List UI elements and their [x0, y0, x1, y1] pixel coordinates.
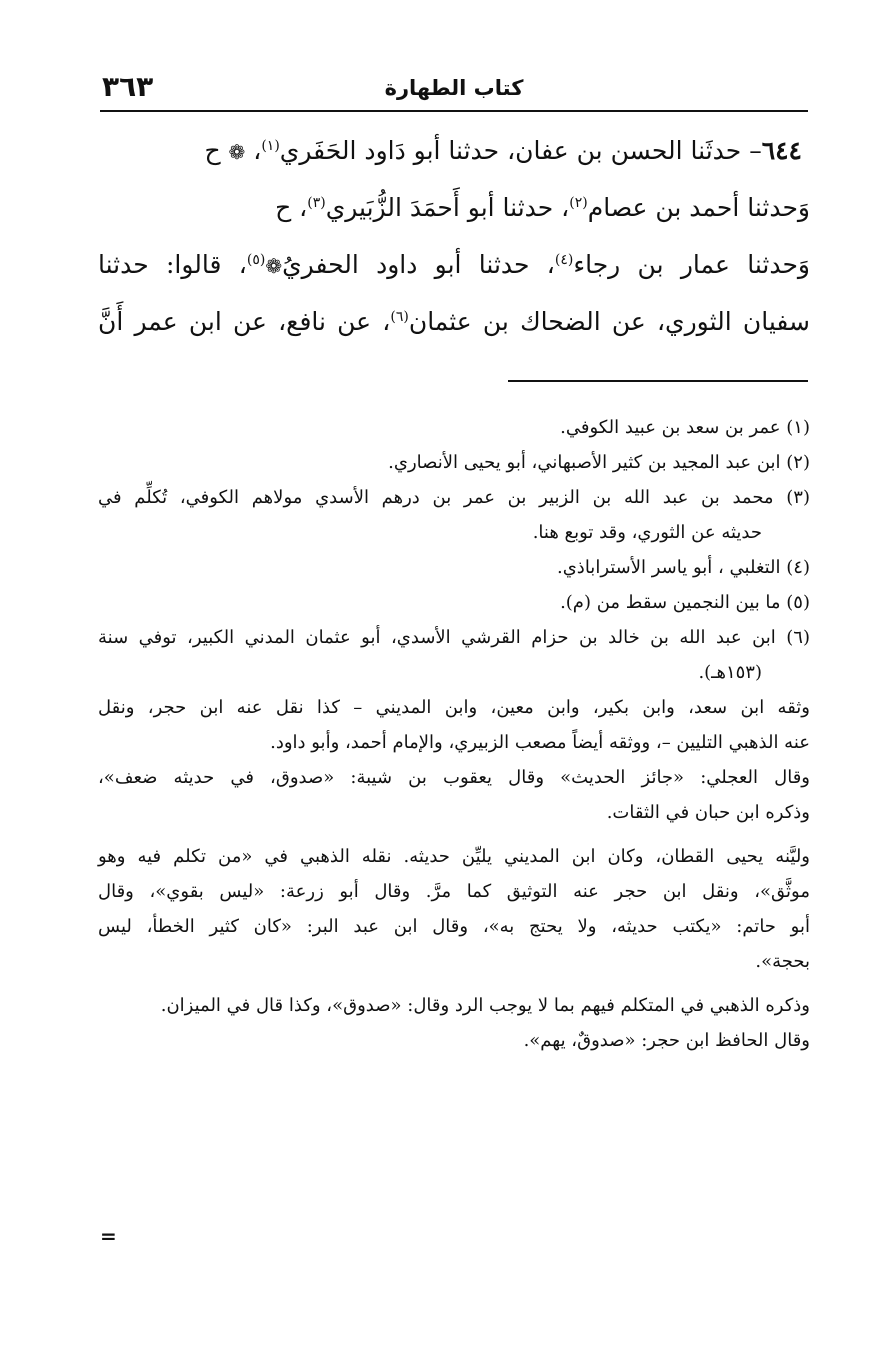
note-paragraph-2-line-2: وذكره ابن حبان في الثقات. [606, 802, 810, 823]
hadith-text [98, 122, 810, 350]
continuation-mark: = [100, 1224, 117, 1248]
note-paragraph-1-line-1: وثقه ابن سعد، وابن بكير، وابن معين، وابن المديني – كذا نقل عنه ابن حجر، ونقل [98, 697, 810, 718]
hadith-number: ٦٤٤ [761, 136, 802, 165]
footnote-5: (٥) ما بين النجمين سقط من (م). [560, 592, 810, 613]
hadith-line-3-end: ، قالوا: حدثنا [98, 250, 247, 279]
hadith-line-2-end: ، ح [275, 193, 308, 222]
footnote-3-line-1: (٣) محمد بن عبد الله بن الزبير بن عمر بن درهم الأسدي مولاهم الكوفي، تُكلِّم في [98, 487, 810, 508]
footnote-6-line-1: (٦) ابن عبد الله بن خالد بن حزام القرشي الأسدي، أبو عثمان المدني الكبير، توفي سنة [98, 627, 810, 648]
note-paragraph-3-line-3: أبو حاتم: «يكتب حديثه، ولا يحتج به»، وقال ابن عبد البر: «كان كثير الخطأ، ليس [98, 916, 810, 937]
note-paragraph-4-line-2: وقال الحافظ ابن حجر: «صدوقٌ، يهم». [523, 1030, 810, 1051]
hadith-line-1-comma: ، [245, 136, 262, 165]
hadith-line-3 [98, 236, 810, 293]
hadith-line-2-text: وَحدثنا أحمد بن عصام [587, 193, 810, 222]
note-paragraph-3-line-2: موثَّق»، ونقل ابن حجر عنه التوثيق كما مرَّ. وقال أبو زرعة: «ليس بقوي»، وقال [98, 881, 811, 902]
hadith-line-1-text: – حدثَنا الحسن بن عفان، حدثنا أبو دَاود الحَفَري [279, 136, 762, 165]
footnote-separator [508, 380, 808, 382]
rose-ornament-icon-2: ❁ [265, 254, 283, 278]
rose-ornament-icon: ❁ [228, 140, 246, 164]
footnote-ref-6: (٦) [390, 309, 409, 325]
footnote-ref-4: (٤) [554, 252, 574, 268]
footnote-4: (٤) التغلبي ، أبو ياسر الأستراباذي. [557, 557, 810, 578]
footnote-ref-1: (١) [261, 138, 280, 154]
note-paragraph-2-line-1: وقال العجلي: «جائز الحديث» وقال يعقوب بن شيبة: «صدوق، في حديثه ضعف»، [98, 767, 810, 788]
note-paragraph-3-line-4: بحجة». [755, 951, 810, 972]
hadith-line-4 [98, 293, 810, 350]
hadith-line-3-mid: ، حدثنا أبو داود الحفريُ [282, 250, 555, 279]
footnotes [98, 410, 810, 1058]
page-header [100, 72, 808, 112]
note-paragraph-3-line-1: وليَّنه يحيى القطان، وكان ابن المديني يليِّن حديثه. نقله الذهبي في «من تكلم فيه وهو [98, 846, 810, 867]
note-paragraph-1-line-2: عنه الذهبي التليين –، ووثقه أيضاً مصعب الزبيري، والإمام أحمد، وأبو داود. [270, 732, 810, 753]
footnote-2: (٢) ابن عبد المجيد بن كثير الأصبهاني، أبو يحيى الأنصاري. [388, 452, 810, 473]
footnote-ref-5: (٥) [246, 252, 266, 268]
footnote-ref-2: (٢) [569, 195, 588, 211]
hadith-line-4-text: سفيان الثوري، عن الضحاك بن عثمان [408, 307, 811, 336]
hadith-line-1-end: ح [204, 136, 229, 165]
footnote-1: (١) عمر بن سعد بن عبيد الكوفي. [560, 417, 810, 438]
book-title: كتاب الطهارة [384, 76, 524, 100]
note-paragraph-4-line-1: وذكره الذهبي في المتكلم فيهم بما لا يوجب الرد وقال: «صدوق»، وكذا قال في الميزان. [160, 995, 810, 1016]
hadith-line-3-text: وَحدثنا عمار بن رجاء [573, 250, 810, 279]
footnote-6-line-2: (١٥٣هـ). [698, 662, 762, 683]
footnote-3-line-2: حديثه عن الثوري، وقد توبع هنا. [532, 522, 762, 543]
page-number: ٣٦٣ [102, 70, 154, 103]
hadith-line-4-end: ، عن نافع، عن ابن عمر أَنَّ [98, 307, 391, 336]
hadith-line-1 [98, 122, 810, 179]
hadith-line-2 [98, 179, 810, 236]
hadith-line-2-mid: ، حدثنا أبو أَحمَدَ الزُّبَيري [325, 193, 570, 222]
footnote-ref-3: (٣) [307, 195, 326, 211]
